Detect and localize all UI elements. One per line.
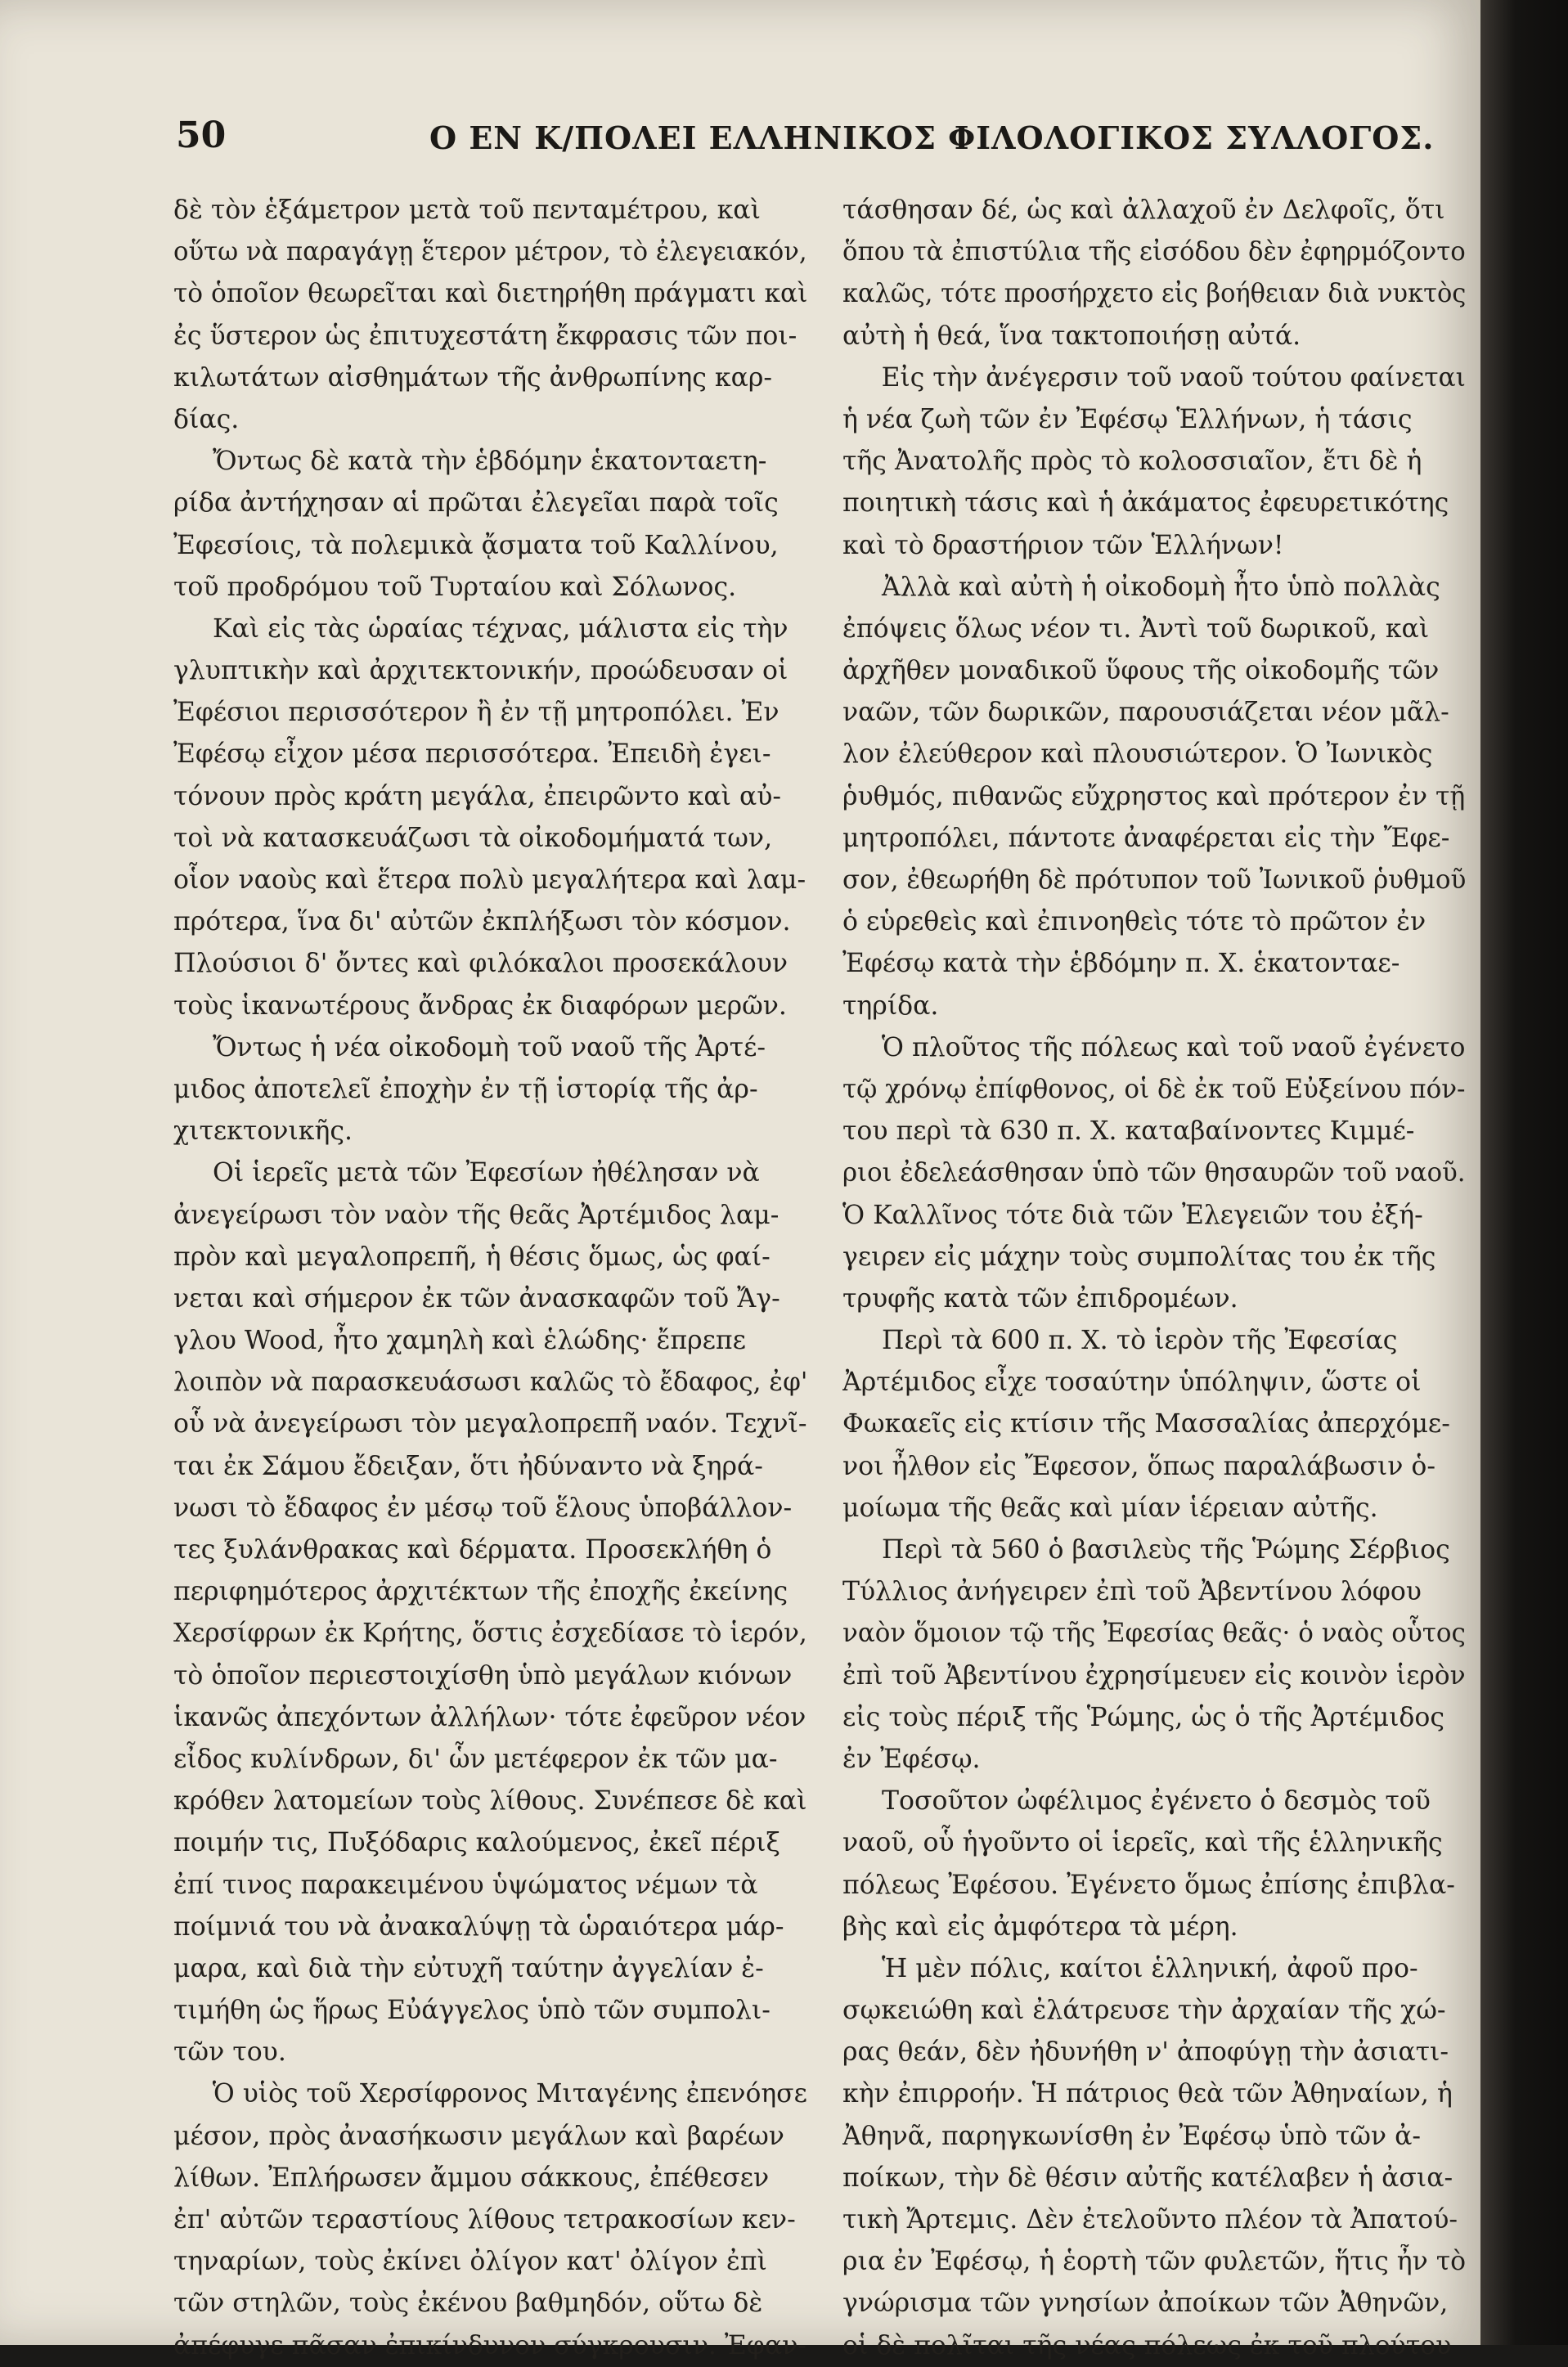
- text-line: Χερσίφρων ἐκ Κρήτης, ὅστις ἐσχεδίασε τὸ ἱερόν,: [173, 1619, 807, 1649]
- text-line: τάσθησαν δέ, ὡς καὶ ἀλλαχοῦ ἐν Δελφοῖς, ὅτι: [842, 195, 1445, 225]
- text-line: Ὁ πλοῦτος τῆς πόλεως καὶ τοῦ ναοῦ ἐγένετο: [881, 1032, 1466, 1062]
- text-line: αὐτὴ ἡ θεά, ἵνα τακτοποιήσῃ αὐτά.: [842, 321, 1301, 351]
- text-line: λίθων. Ἐπλήρωσεν ἄμμου σάκκους, ἐπέθεσεν: [173, 2163, 770, 2193]
- text-line: τικὴ Ἄρτεμις. Δὲν ἐτελοῦντο πλέον τὰ Ἀπατού-: [842, 2205, 1458, 2235]
- text-line: του περὶ τὰ 630 π. Χ. καταβαίνοντες Κιμμέ-: [842, 1116, 1415, 1147]
- text-line: Φωκαεῖς εἰς κτίσιν τῆς Μασσαλίας ἀπερχόμε-: [842, 1409, 1450, 1440]
- text-line: Πλούσιοι δ' ὄντες καὶ φιλόκαλοι προσεκάλουν: [173, 949, 788, 979]
- text-line: γλου Wood, ἦτο χαμηλὴ καὶ ἑλώδης· ἔπρεπε: [173, 1326, 746, 1356]
- text-line: ἐπόψεις ὅλως νέον τι. Ἀντὶ τοῦ δωρικοῦ, καὶ: [842, 613, 1430, 644]
- text-line: τὸ ὁποῖον περιεστοιχίσθη ὑπὸ μεγάλων κιόνων: [173, 1660, 793, 1691]
- text-line: οὕτω νὰ παραγάγῃ ἕτερον μέτρον, τὸ ἐλεγειακόν,: [173, 237, 807, 267]
- text-line: ἐν Ἐφέσῳ.: [842, 1744, 981, 1774]
- text-line: πρότερα, ἵνα δι' αὐτῶν ἐκπλήξωσι τὸν κόσμον.: [173, 907, 791, 937]
- text-line: Ὄντως ἡ νέα οἰκοδομὴ τοῦ ναοῦ τῆς Ἀρτέ-: [213, 1032, 766, 1062]
- text-line: Ἐφέσῳ εἶχον μέσα περισσότερα. Ἐπειδὴ ἐγει-: [173, 739, 771, 770]
- text-line: τηρίδα.: [842, 990, 939, 1021]
- text-line: Τύλλιος ἀνήγειρεν ἐπὶ τοῦ Ἀβεντίνου λόφου: [842, 1577, 1422, 1607]
- text-line: μαρα, καὶ διὰ τὴν εὐτυχῆ ταύτην ἀγγελίαν ἐ-: [173, 1953, 764, 1983]
- text-line: λοιπὸν νὰ παρασκευάσωσι καλῶς τὸ ἔδαφος, ἐφ': [173, 1368, 808, 1398]
- text-line: καλῶς, τότε προσήρχετο εἰς βοήθειαν διὰ νυκτὸς: [842, 279, 1466, 309]
- text-line: χιτεκτονικῆς.: [173, 1116, 353, 1147]
- text-line: τοὶ νὰ κατασκευάζωσι τὰ οἰκοδομήματά των,: [173, 823, 773, 853]
- text-line: Ἀθηνᾶ, παρηγκωνίσθη ἐν Ἐφέσῳ ὑπὸ τῶν ἀ-: [842, 2121, 1421, 2151]
- text-line: Καὶ εἰς τὰς ὡραίας τέχνας, μάλιστα εἰς τὴν: [213, 613, 788, 644]
- text-line: γνώρισμα τῶν γνησίων ἀποίκων τῶν Ἀθηνῶν,: [842, 2288, 1449, 2319]
- text-line: σον, ἐθεωρήθη δὲ πρότυπον τοῦ Ἰωνικοῦ ῥυθμοῦ: [842, 865, 1467, 895]
- text-line: νοι ἦλθον εἰς Ἔφεσον, ὅπως παραλάβωσιν ὁ-: [842, 1451, 1436, 1481]
- text-line: τόνουν πρὸς κράτη μεγάλα, ἐπειρῶντο καὶ αὐ-: [173, 781, 782, 811]
- text-line: ναὸν ὅμοιον τῷ τῆς Ἐφεσίας θεᾶς· ὁ ναὸς οὗτος: [842, 1619, 1466, 1649]
- right-text-column: [842, 190, 1466, 2367]
- text-line: Ὄντως δὲ κατὰ τὴν ἑβδόμην ἑκατονταετη-: [213, 447, 767, 477]
- text-line: μέσον, πρὸς ἀνασήκωσιν μεγάλων καὶ βαρέων: [173, 2121, 784, 2151]
- text-line: τῶν του.: [173, 2037, 286, 2068]
- text-line: Ἀρτέμιδος εἶχε τοσαύτην ὑπόληψιν, ὥστε οἱ: [842, 1368, 1422, 1398]
- text-line: νωσι τὸ ἔδαφος ἐν μέσῳ τοῦ ἕλους ὑποβάλλον-: [173, 1493, 793, 1523]
- text-line: τοῦ προδρόμου τοῦ Τυρταίου καὶ Σόλωνος.: [173, 572, 737, 602]
- text-line: ἀρχῆθεν μοναδικοῦ ὕφους τῆς οἰκοδομῆς τῶν: [842, 656, 1440, 686]
- text-line: πρὸν καὶ μεγαλοπρεπῆ, ἡ θέσις ὅμως, ὡς φαί-: [173, 1242, 771, 1272]
- left-text-column: [173, 190, 807, 2367]
- text-line: ῥυθμός, πιθανῶς εὔχρηστος καὶ πρότερον ἐν τῇ: [842, 781, 1466, 811]
- text-line: λον ἐλεύθερον καὶ πλουσιώτερον. Ὁ Ἰωνικὸς: [842, 739, 1433, 770]
- text-line: ται ἐκ Σάμου ἔδειξαν, ὅτι ἠδύναντο νὰ ξηρά-: [173, 1451, 763, 1481]
- text-line: μιδος ἀποτελεῖ ἐποχὴν ἐν τῇ ἱστορίᾳ τῆς ἀρ-: [173, 1074, 758, 1104]
- text-line: ἀπέφυγε πᾶσαν ἐπικίνδυνον σύγκρουσιν. Ἐφαν-: [173, 2330, 806, 2360]
- text-line: οἷον ναοὺς καὶ ἕτερα πολὺ μεγαλήτερα καὶ λαμ-: [173, 865, 806, 895]
- text-line: ἀνεγείρωσι τὸν ναὸν τῆς θεᾶς Ἀρτέμιδος λαμ-: [173, 1200, 780, 1230]
- text-line: ποίμνιά του νὰ ἀνακαλύψῃ τὰ ὡραιότερα μάρ-: [173, 1911, 784, 1942]
- text-line: Περὶ τὰ 560 ὁ βασιλεὺς τῆς Ῥώμης Σέρβιος: [882, 1535, 1450, 1565]
- text-line: γλυπτικὴν καὶ ἀρχιτεκτονικήν, προώδευσαν οἱ: [173, 656, 788, 686]
- text-line: ρας θεάν, δὲν ἠδυνήθη ν' ἀποφύγῃ τὴν ἀσιατι-: [842, 2037, 1449, 2068]
- text-line: ἡ νέα ζωὴ τῶν ἐν Ἐφέσῳ Ἑλλήνων, ἡ τάσις: [842, 404, 1413, 434]
- text-line: Ἐφεσίοις, τὰ πολεμικὰ ᾄσματα τοῦ Καλλίνου,: [173, 530, 779, 560]
- text-line: ἐπί τινος παρακειμένου ὑψώματος νέμων τὰ: [173, 1870, 758, 1900]
- text-line: Ἐφέσιοι περισσότερον ἢ ἐν τῇ μητροπόλει. Ἐν: [173, 698, 780, 728]
- text-line: οὗ νὰ ἀνεγείρωσι τὸν μεγαλοπρεπῆ ναόν. Τεχνῖ-: [173, 1409, 807, 1440]
- text-line: οἱ δὲ πολῖται τῆς νέας πόλεως ἐκ τοῦ πλούτου: [842, 2330, 1452, 2360]
- text-line: κὴν ἐπιρροήν. Ἡ πάτριος θεὰ τῶν Ἀθηναίων, ἡ: [842, 2079, 1453, 2109]
- text-line: Ἐφέσῳ κατὰ τὴν ἑβδόμην π. Χ. ἑκατονταε-: [842, 949, 1400, 979]
- text-line: τες ξυλάνθρακας καὶ δέρματα. Προσεκλήθη ὁ: [173, 1535, 772, 1565]
- text-line: τὸ ὁποῖον θεωρεῖται καὶ διετηρήθη πράγματι καὶ: [173, 279, 807, 309]
- text-line: Περὶ τὰ 600 π. Χ. τὸ ἱερὸν τῆς Ἐφεσίας: [882, 1326, 1398, 1356]
- page-header: [176, 115, 1435, 164]
- text-line: σῳκειώθη καὶ ἐλάτρευσε τὴν ἀρχαίαν τῆς χώ-: [842, 1996, 1446, 2026]
- text-line: Εἰς τὴν ἀνέγερσιν τοῦ ναοῦ τούτου φαίνεται: [881, 362, 1466, 393]
- text-line: μοίωμα τῆς θεᾶς καὶ μίαν ἱέρειαν αὐτῆς.: [842, 1493, 1378, 1523]
- text-line: ἐπ' αὐτῶν τεραστίους λίθους τετρακοσίων κεν-: [173, 2205, 796, 2235]
- text-line: τρυφῆς κατὰ τῶν ἐπιδρομέων.: [842, 1283, 1238, 1314]
- text-line: εἶδος κυλίνδρων, δι' ὧν μετέφερον ἐκ τῶν μα-: [173, 1744, 778, 1774]
- text-line: τιμήθη ὡς ἥρως Εὐάγγελος ὑπὸ τῶν συμπολι-: [173, 1996, 771, 2026]
- text-line: δίας.: [173, 404, 240, 434]
- text-line: νεται καὶ σήμερον ἐκ τῶν ἀνασκαφῶν τοῦ Ἄγ-: [173, 1283, 780, 1314]
- text-line: τηναρίων, τοὺς ἐκίνει ὀλίγον κατ' ὀλίγον ἐπὶ: [173, 2247, 767, 2277]
- text-line: ριοι ἐδελεάσθησαν ὑπὸ τῶν θησαυρῶν τοῦ ναοῦ.: [842, 1158, 1466, 1188]
- text-line: καὶ τὸ δραστήριον τῶν Ἑλλήνων!: [842, 530, 1284, 560]
- text-line: κιλωτάτων αἰσθημάτων τῆς ἀνθρωπίνης καρ-: [173, 362, 773, 393]
- text-line: Ἀλλὰ καὶ αὐτὴ ἡ οἰκοδομὴ ἦτο ὑπὸ πολλὰς: [882, 572, 1440, 602]
- text-line: ἐς ὕστερον ὡς ἐπιτυχεστάτη ἔκφρασις τῶν ποι-: [173, 321, 797, 351]
- text-line: Τοσοῦτον ὠφέλιμος ἐγένετο ὁ δεσμὸς τοῦ: [882, 1786, 1431, 1817]
- book-spine-shadow: [1480, 0, 1568, 2345]
- text-line: τῆς Ἀνατολῆς πρὸς τὸ κολοσσιαῖον, ἔτι δὲ ἡ: [842, 447, 1422, 477]
- text-line: ἱκανῶς ἀπεχόντων ἀλλήλων· τότε ἐφεῦρον νέον: [173, 1702, 806, 1732]
- text-line: ναοῦ, οὗ ἡγοῦντο οἱ ἱερεῖς, καὶ τῆς ἑλληνικῆς: [842, 1828, 1443, 1858]
- text-line: περιφημότερος ἀρχιτέκτων τῆς ἐποχῆς ἐκείνης: [173, 1577, 788, 1607]
- text-line: ποίκων, τὴν δὲ θέσιν αὐτῆς κατέλαβεν ἡ ἀσια-: [842, 2163, 1453, 2193]
- text-line: ρίδα ἀντήχησαν αἱ πρῶται ἐλεγεῖαι παρὰ τοῖς: [173, 488, 779, 519]
- text-line: πόλεως Ἐφέσου. Ἐγένετο ὅμως ἐπίσης ἐπιβλα-: [842, 1870, 1455, 1900]
- text-line: Ὁ υἱὸς τοῦ Χερσίφρονος Μιταγένης ἐπενόησε: [212, 2079, 807, 2109]
- text-line: γειρεν εἰς μάχην τοὺς συμπολίτας του ἐκ τῆς: [842, 1242, 1436, 1272]
- text-line: μητροπόλει, πάντοτε ἀναφέρεται εἰς τὴν Ἔφε-: [842, 823, 1450, 853]
- text-line: εἰς τοὺς πέριξ τῆς Ῥώμης, ὡς ὁ τῆς Ἀρτέμιδος: [842, 1702, 1444, 1732]
- text-line: κρόθεν λατομείων τοὺς λίθους. Συνέπεσε δὲ καὶ: [173, 1786, 807, 1817]
- text-line: ποιητικὴ τάσις καὶ ἡ ἀκάματος ἐφευρετικότης: [842, 488, 1449, 519]
- text-line: ναῶν, τῶν δωρικῶν, παρουσιάζεται νέον μᾶλ-: [842, 698, 1449, 728]
- text-line: ρια ἐν Ἐφέσῳ, ἡ ἑορτὴ τῶν φυλετῶν, ἥτις ἦν τὸ: [842, 2247, 1467, 2277]
- text-line: τῷ χρόνῳ ἐπίφθονος, οἱ δὲ ἐκ τοῦ Εὐξείνου πόν-: [842, 1074, 1466, 1104]
- page-number: 50: [176, 115, 227, 156]
- text-line: Ὁ Καλλῖνος τότε διὰ τῶν Ἐλεγειῶν του ἐξή-: [842, 1200, 1423, 1230]
- text-line: τοὺς ἱκανωτέρους ἄνδρας ἐκ διαφόρων μερῶν.: [173, 990, 787, 1021]
- text-line: ποιμήν τις, Πυξόδαρις καλούμενος, ἐκεῖ πέριξ: [173, 1828, 780, 1858]
- text-line: Οἱ ἱερεῖς μετὰ τῶν Ἐφεσίων ἠθέλησαν νὰ: [213, 1158, 760, 1188]
- text-line: ὁ εὑρεθεὶς καὶ ἐπινοηθεὶς τότε τὸ πρῶτον ἐν: [842, 907, 1426, 937]
- text-line: ἐπὶ τοῦ Ἀβεντίνου ἐχρησίμευεν εἰς κοινὸν ἱερὸν: [842, 1660, 1466, 1691]
- text-line: βὴς καὶ εἰς ἀμφότερα τὰ μέρη.: [842, 1911, 1238, 1942]
- running-title: Ο ΕΝ Κ/ΠΟΛΕΙ ΕΛΛΗΝΙΚΟΣ ΦΙΛΟΛΟΓΙΚΟΣ ΣΥΛΛΟΓΟΣ.: [429, 119, 1435, 156]
- text-line: τῶν στηλῶν, τοὺς ἐκένου βαθμηδόν, οὕτω δὲ: [173, 2288, 763, 2319]
- text-line: ὅπου τὰ ἐπιστύλια τῆς εἰσόδου δὲν ἐφηρμόζοντο: [842, 237, 1466, 267]
- text-line: δὲ τὸν ἑξάμετρον μετὰ τοῦ πενταμέτρου, καὶ: [173, 195, 761, 225]
- text-line: Ἡ μὲν πόλις, καίτοι ἑλληνική, ἀφοῦ προ-: [882, 1953, 1418, 1983]
